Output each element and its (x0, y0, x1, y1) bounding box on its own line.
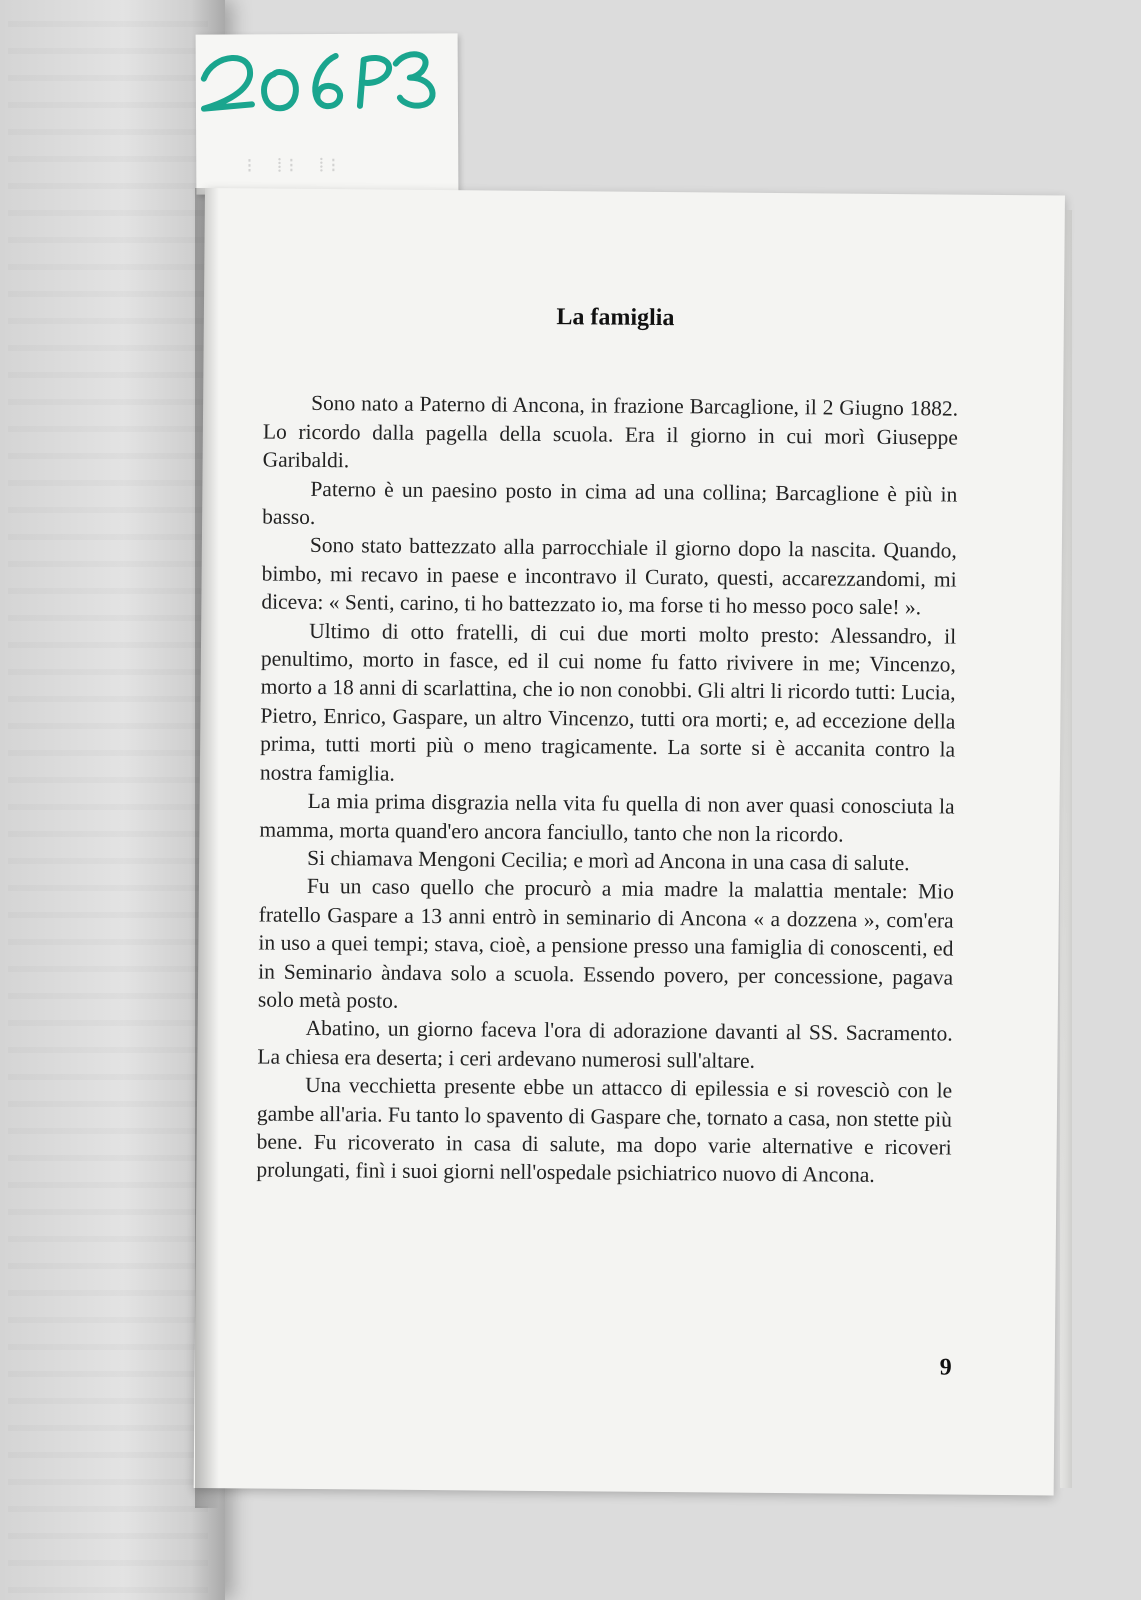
paragraph-1: Sono nato a Paterno di Ancona, in frazione Barcaglione, il 2 Giugno 1882. Lo ricordo dalla pagella della scuola. Era il giorno in cui morì Giuseppe Garibaldi. (262, 391, 959, 473)
page-content (256, 301, 959, 1191)
chapter-title: La famiglia (556, 304, 675, 332)
faded-stamp-marks: ⁝⁞ ⁝⁞ ⁝ (240, 152, 337, 178)
bleed-through-text (8, 0, 208, 1600)
paragraph-5: La mia prima disgrazia nella vita fu quella di non aver quasi conosciuta la mamma, morta quand'ero ancora fanciullo, tanto che non la ricordo. (259, 789, 955, 847)
paragraph-9: Una vecchietta presente ebbe un attacco di epilessia e si rovesciò con le gambe all'aria. Fu tanto lo spavento di Gaspare che, tornato a casa, non stette più bene. Fu ricoverato in casa di salute, ma dopo varie alternative e ricoveri prolungati, finì i suoi giorni nell'ospedale psichiatrico nuovo di Ancona. (256, 1073, 953, 1188)
paragraph-6: Si chiamava Mengoni Cecilia; e morì ad Ancona in una casa di salute. (307, 845, 910, 876)
book-page (194, 188, 1065, 1495)
paragraph-3: Sono stato battezzato alla parrocchiale il giorno dopo la nascita. Quando, bimbo, mi recavo in paese e incontravo il Curato, questi, accarezzandomi, mi diceva: « Senti, carino, ti ho battezzato io, ma forse ti ho messo poco sale! ». (261, 533, 957, 620)
paragraph-7: Fu un caso quello che procurò a mia madre la malattia mentale: Mio fratello Gaspare a 13 anni entrò in seminario di Ancona « a dozzena », com'era in uso a quei tempi; stava, cioè, a pensione presso una famiglia di conoscenti, ed in Seminario àndava solo a scuola. Essendo povero, per concessione, pagava solo metà posto. (257, 874, 954, 1013)
paragraph-4: Ultimo di otto fratelli, di cui due morti molto presto: Alessandro, il penultimo, morto in fasce, ed il cui nome fu fatto rivivere in me; Vincenzo, morto a 18 anni di scarlattina, che io non conobbi. Gli altri li ricordo tutti: Lucia, Pietro, Enrico, Gaspare, un altro Vincenzo, tutti ora morti; e, ad eccezione della prima, tutti morti più o meno tragicamente. La sorte si è accanita contro la nostra famiglia. (259, 618, 957, 786)
paragraph-8: Abatino, un giorno faceva l'ora di adorazione davanti al SS. Sacramento. La chiesa era deserta; i ceri ardevano numerosi sull'altare. (257, 1016, 953, 1073)
inventory-label-slip (196, 33, 459, 194)
page-number: 9 (939, 1354, 952, 1381)
left-facing-page (0, 0, 225, 1600)
paragraph-2: Paterno è un paesino posto in cima ad una collina; Barcaglione è più in basso. (262, 476, 958, 530)
